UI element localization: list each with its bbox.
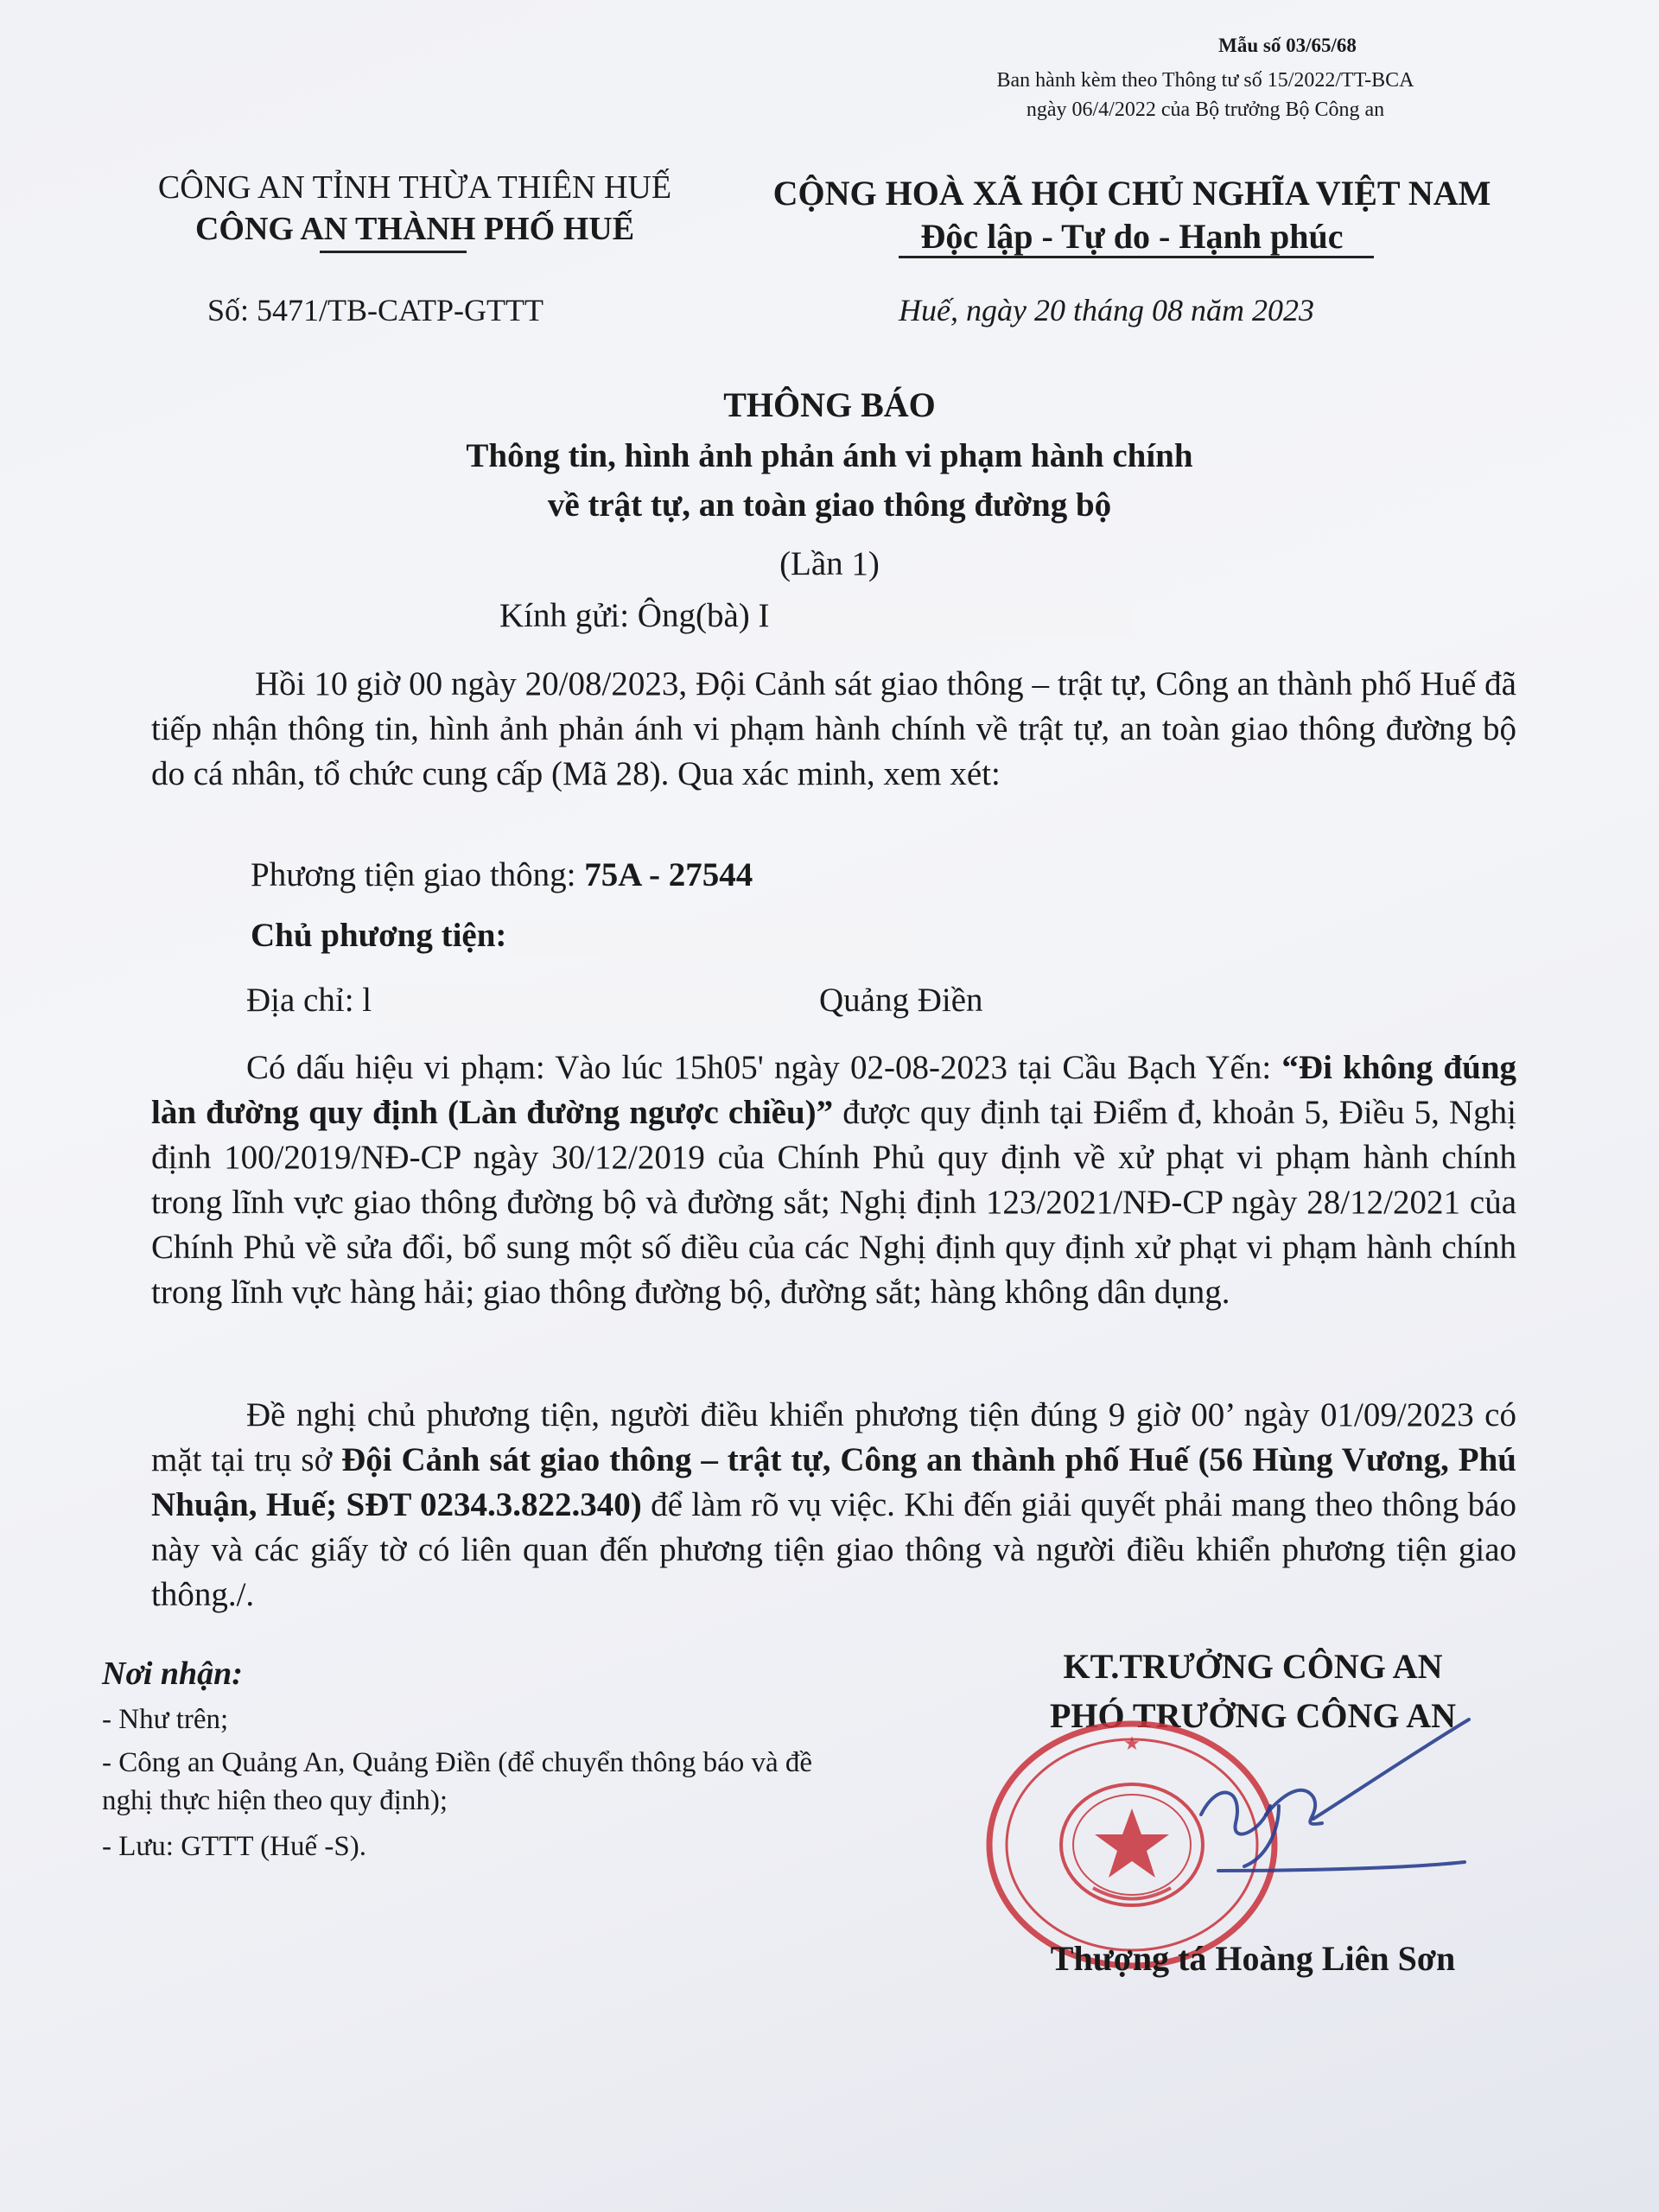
violation-intro: Có dấu hiệu vi phạm: Vào lúc 15h05' ngày 02-08-2023 tại Cầu Bạch Yến: [246, 1049, 1282, 1086]
vehicle-line [251, 855, 753, 894]
address-line [246, 981, 791, 1022]
violation-legal-basis: được quy định tại Điểm đ, khoản 5, Điều 5, Nghị định 100/2019/NĐ-CP ngày 30/12/2019 của Chính Phủ quy định về xử phạt vi phạm hành chính trong lĩnh vực giao thông đường bộ và đường sắt; Nghị định 123/2021/NĐ-CP ngày 28/12/2021 của Chính Phủ về sửa đổi, bổ sung một số điều của các Nghị định quy định xử phạt vi phạm hành chính trong lĩnh vực hàng hải; giao thông đường bộ, đường sắt; hàng không dân dụng. [151, 1094, 1516, 1311]
signatory-title-line1: KT.TRƯỞNG CÔNG AN [1063, 1647, 1443, 1686]
agency-underline [320, 251, 467, 253]
handwritten-signature-icon [1184, 1685, 1495, 1910]
motto-underline [899, 256, 1374, 258]
signer-name: Thượng tá Hoàng Liên Sơn [1050, 1939, 1456, 1978]
document-subtitle-line2: về trật tự, an toàn giao thông đường bộ [547, 486, 1112, 524]
receiver-item: - Lưu: GTTT (Huế -S). [102, 1831, 366, 1862]
redaction-box [770, 601, 1133, 636]
paragraph-violation [151, 1046, 1516, 1315]
violation-description: “Đi không đúng làn đường quy định (Làn đường ngược chiều)” [151, 1049, 1517, 1131]
nation-motto: Độc lập - Tự do - Hạnh phúc [920, 217, 1344, 256]
redaction-box [377, 984, 791, 1022]
owner-label: Chủ phương tiện: [251, 917, 507, 954]
request-location: Đội Cảnh sát giao thông – trật tự, Công an thành phố Huế (56 Hùng Vương, Phú Nhuận, Huế; SĐT 0234.3.822.340) [151, 1441, 1516, 1523]
place-date: Huế, ngày 20 tháng 08 năm 2023 [899, 293, 1314, 327]
document-title: THÔNG BÁO [723, 385, 936, 424]
receiver-item: - Công an Quảng An, Quảng Điền (để chuyển thông báo và đề nghị thực hiện theo quy định); [102, 1747, 813, 1816]
form-number: Mẫu số 03/65/68 [1218, 35, 1357, 56]
nation-title: CỘNG HOÀ XÃ HỘI CHỦ NGHĨA VIỆT NAM [772, 174, 1491, 213]
receiver-item: - Như trên; [102, 1704, 229, 1735]
request-instructions: để làm rõ vụ việc. Khi đến giải quyết phải mang theo thông báo này và các giấy tờ có liên quan đến phương tiện giao thông và người điều khiển phương tiện giao thông./. [151, 1486, 1516, 1613]
signatory-title-line2: PHÓ TRƯỞNG CÔNG AN [1049, 1696, 1457, 1735]
request-intro: Đề nghị chủ phương tiện, người điều khiển phương tiện đúng 9 giờ 00’ ngày 01/09/2023 có mặt tại trụ sở [151, 1396, 1516, 1478]
document-subtitle-line1: Thông tin, hình ảnh phản ánh vi phạm hành chính [466, 437, 1193, 474]
vehicle-plate: 75A - 27544 [584, 856, 753, 893]
receivers-title: Nơi nhận: [102, 1656, 243, 1692]
redaction-box [513, 919, 919, 957]
attempt-number: (Lần 1) [779, 545, 880, 582]
address-label: Địa chỉ: l [246, 982, 372, 1019]
paragraph-intro: Hồi 10 giờ 00 ngày 20/08/2023, Đội Cảnh sát giao thông – trật tự, Công an thành phố Huế đã tiếp nhận thông tin, hình ảnh phản ánh vi phạm hành chính về trật tự, an toàn giao thông đường bộ do cá nhân, tổ chức cung cấp (Mã 28). Qua xác minh, xem xét: [151, 665, 1516, 792]
svg-text:★: ★ [1123, 1733, 1141, 1755]
document-number: Số: 5471/TB-CATP-GTTT [207, 293, 544, 327]
issued-note-line2: ngày 06/4/2022 của Bộ trưởng Bộ Công an [1026, 99, 1385, 121]
owner-line [251, 916, 919, 957]
agency-name: CÔNG AN THÀNH PHỐ HUẾ [194, 211, 635, 247]
paragraph-request [151, 1393, 1516, 1618]
issued-note-line1: Ban hành kèm theo Thông tư số 15/2022/TT-BCA [996, 69, 1414, 92]
vehicle-label: Phương tiện giao thông: [251, 856, 585, 893]
recipient-line [499, 596, 1133, 636]
recipient-label: Kính gửi: Ông(bà) I [499, 597, 770, 634]
agency-parent: CÔNG AN TỈNH THỪA THIÊN HUẾ [157, 169, 672, 206]
address-district: Quảng Điền [819, 982, 983, 1019]
